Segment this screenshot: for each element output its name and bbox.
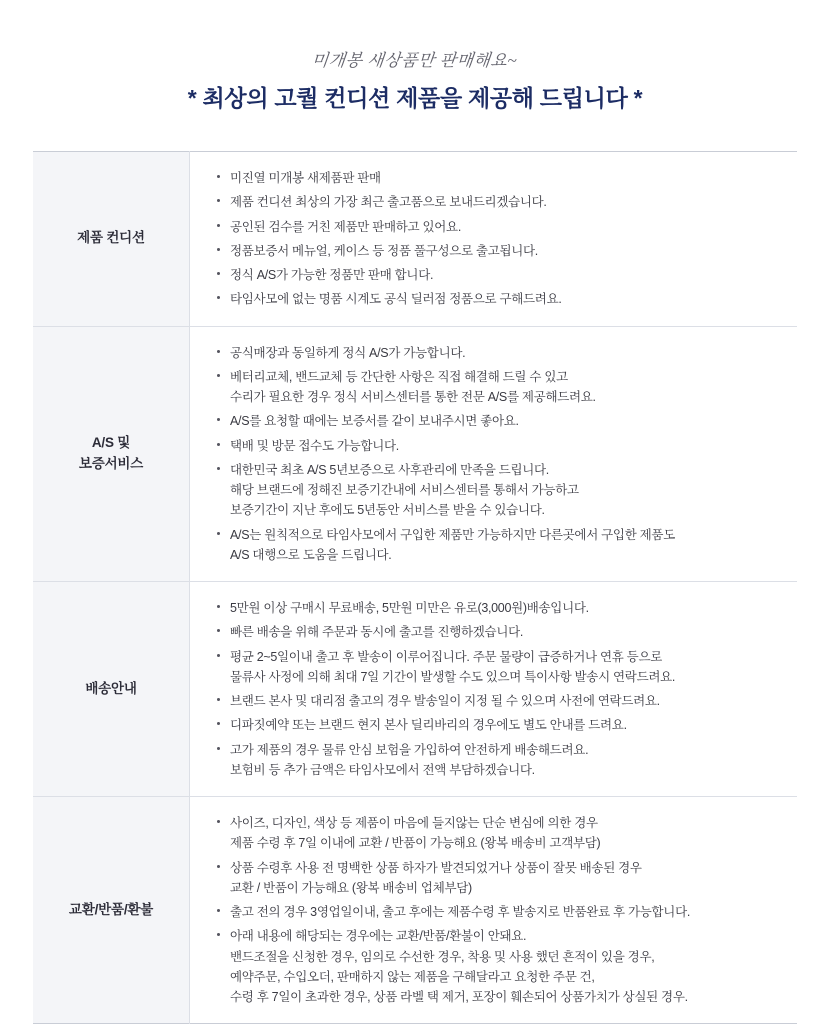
table-row [33, 797, 797, 1024]
bullet-line: 빠른 배송을 위해 주문과 동시에 출고를 진행하겠습니다. [230, 625, 524, 640]
row-header-line: 보증서비스 [78, 455, 144, 471]
bullet-item [216, 902, 783, 922]
bullet-item [216, 740, 783, 781]
table-row [33, 152, 797, 327]
row-body-product-condition [190, 152, 798, 327]
bullet-line: A/S를 요청할 때에는 보증서를 같이 보내주시면 좋아요. [230, 414, 519, 429]
bullet-line: 사이즈, 디자인, 색상 등 제품이 마음에 들지않는 단순 변심에 의한 경우 [230, 816, 598, 830]
bullet-item [216, 622, 783, 642]
bullet-line: 브랜드 본사 및 대리점 출고의 경우 발송일이 지정 될 수 있으며 사전에 연락드려요. [230, 694, 660, 708]
bullet-item [216, 691, 783, 711]
row-header-shipping [33, 582, 190, 797]
bullet-line: 교환 / 반품이 가능해요 (왕복 배송비 업체부담) [230, 880, 472, 895]
bullet-item [216, 367, 783, 408]
bullet-list [216, 168, 783, 310]
bullet-line: 해당 브랜드에 정해진 보증기간내에 서비스센터를 통해서 가능하고 [230, 483, 579, 497]
bullet-line: 타임사모에 없는 명품 시계도 공식 딜러점 정품으로 구해드려요. [230, 292, 562, 307]
bullet-line: 정품보증서 메뉴얼, 케이스 등 정품 풀구성으로 출고됩니다. [230, 243, 538, 258]
row-header-line: 배송안내 [85, 680, 137, 696]
bullet-item [216, 192, 783, 212]
page-title: * 최상의 고퀄 컨디션 제품을 제공해 드립니다 * [187, 85, 643, 111]
bullet-line: 평균 2~5일이내 출고 후 발송이 이루어집니다. 주문 물량이 급증하거나 연휴 등으로 [230, 649, 663, 664]
bullet-line: 상품 수령후 사용 전 명백한 상품 하자가 발견되었거나 상품이 잘못 배송된 경우 [230, 860, 642, 875]
bullet-item [216, 436, 783, 456]
bullet-item [216, 858, 783, 899]
header-script-line: 미개봉 새상품만 판매해요~ [311, 51, 519, 70]
row-header-line: 제품 컨디션 [77, 230, 145, 246]
bullet-line: 제품 컨디션 최상의 가장 최근 출고품으로 보내드리겠습니다. [230, 195, 547, 210]
bullet-line: 택배 및 방문 접수도 가능합니다. [230, 438, 399, 453]
bullet-line: 물류사 사정에 의해 최대 7일 기간이 발생할 수도 있으며 특이사항 발송시 연락드려요. [230, 669, 676, 684]
row-body-exchange-return-refund [190, 797, 798, 1024]
bullet-line: A/S는 원칙적으로 타임사모에서 구입한 제품만 가능하지만 다른곳에서 구입한 제품도 [230, 527, 675, 542]
bullet-item [216, 217, 783, 237]
bullet-item [216, 411, 783, 431]
bullet-list [216, 813, 783, 1007]
bullet-line: 밴드조절을 신청한 경우, 임의로 수선한 경우, 착용 및 사용 했던 흔적이 있을 경우, [230, 949, 655, 964]
policy-table-body [33, 152, 797, 1024]
bullet-line: 공식매장과 동일하게 정식 A/S가 가능합니다. [230, 345, 466, 360]
bullet-line: 정식 A/S가 가능한 정품만 판매 합니다. [230, 268, 434, 282]
bullet-item [216, 265, 783, 285]
row-header-line: 교환/반품/환불 [68, 901, 154, 917]
bullet-line: 5만원 이상 구매시 무료배송, 5만원 미만은 유로(3,000원)배송입니다. [230, 601, 589, 615]
bullet-line: 대한민국 최초 A/S 5년보증으로 사후관리에 만족을 드립니다. [230, 462, 549, 477]
bullet-line: 예약주문, 수입오더, 판매하지 않는 제품을 구해달라고 요청한 주문 건, [230, 969, 595, 984]
bullet-line: 아래 내용에 해당되는 경우에는 교환/반품/환불이 안돼요. [230, 929, 527, 944]
bullet-line: 공인된 검수를 거친 제품만 판매하고 있어요. [230, 219, 461, 234]
row-body-shipping [190, 582, 798, 797]
bullet-line: 보증기간이 지난 후에도 5년동안 서비스를 받을 수 있습니다. [230, 503, 545, 518]
bullet-line: A/S 대행으로 도움을 드립니다. [230, 547, 392, 562]
row-header-exchange-return-refund [33, 797, 190, 1024]
table-row [33, 326, 797, 582]
table-row [33, 582, 797, 797]
bullet-line: 보험비 등 추가 금액은 타임사모에서 전액 부담하겠습니다. [230, 762, 535, 777]
bullet-line: 제품 수령 후 7일 이내에 교환 / 반품이 가능해요 (왕복 배송비 고객부담) [230, 836, 601, 851]
bullet-line: 출고 전의 경우 3영업일이내, 출고 후에는 제품수령 후 발송지로 반품완료 후 가능합니다. [230, 905, 691, 919]
bullet-item [216, 343, 783, 363]
row-header-as-warranty [33, 326, 190, 582]
bullet-list [216, 598, 783, 780]
bullet-item [216, 289, 783, 309]
policy-table [33, 151, 797, 1024]
bullet-line: 미진열 미개봉 새제품판 판매 [230, 171, 381, 185]
bullet-item [216, 525, 783, 566]
page-header [33, 0, 797, 113]
bullet-item [216, 168, 783, 188]
bullet-item [216, 598, 783, 618]
bullet-line: 수령 후 7일이 초과한 경우, 상품 라벨 택 제거, 포장이 훼손되어 상품가치가 상실된 경우. [230, 990, 688, 1004]
bullet-item [216, 460, 783, 521]
row-body-as-warranty [190, 326, 798, 582]
bullet-item [216, 813, 783, 854]
bullet-line: 수리가 필요한 경우 정식 서비스센터를 통한 전문 A/S를 제공해드려요. [230, 390, 596, 404]
row-header-product-condition [33, 152, 190, 327]
bullet-item [216, 926, 783, 1007]
bullet-item [216, 241, 783, 261]
bullet-line: 고가 제품의 경우 물류 안심 보험을 가입하여 안전하게 배송해드려요. [230, 742, 589, 757]
bullet-item [216, 647, 783, 688]
row-header-line: A/S 및 [91, 434, 131, 450]
bullet-list [216, 343, 783, 566]
bullet-item [216, 715, 783, 735]
bullet-line: 디파짓예약 또는 브랜드 현지 본사 딜리바리의 경우에도 별도 안내를 드려요. [230, 718, 627, 733]
bullet-line: 베터리교체, 밴드교체 등 간단한 사항은 직접 해결해 드릴 수 있고 [230, 369, 568, 384]
